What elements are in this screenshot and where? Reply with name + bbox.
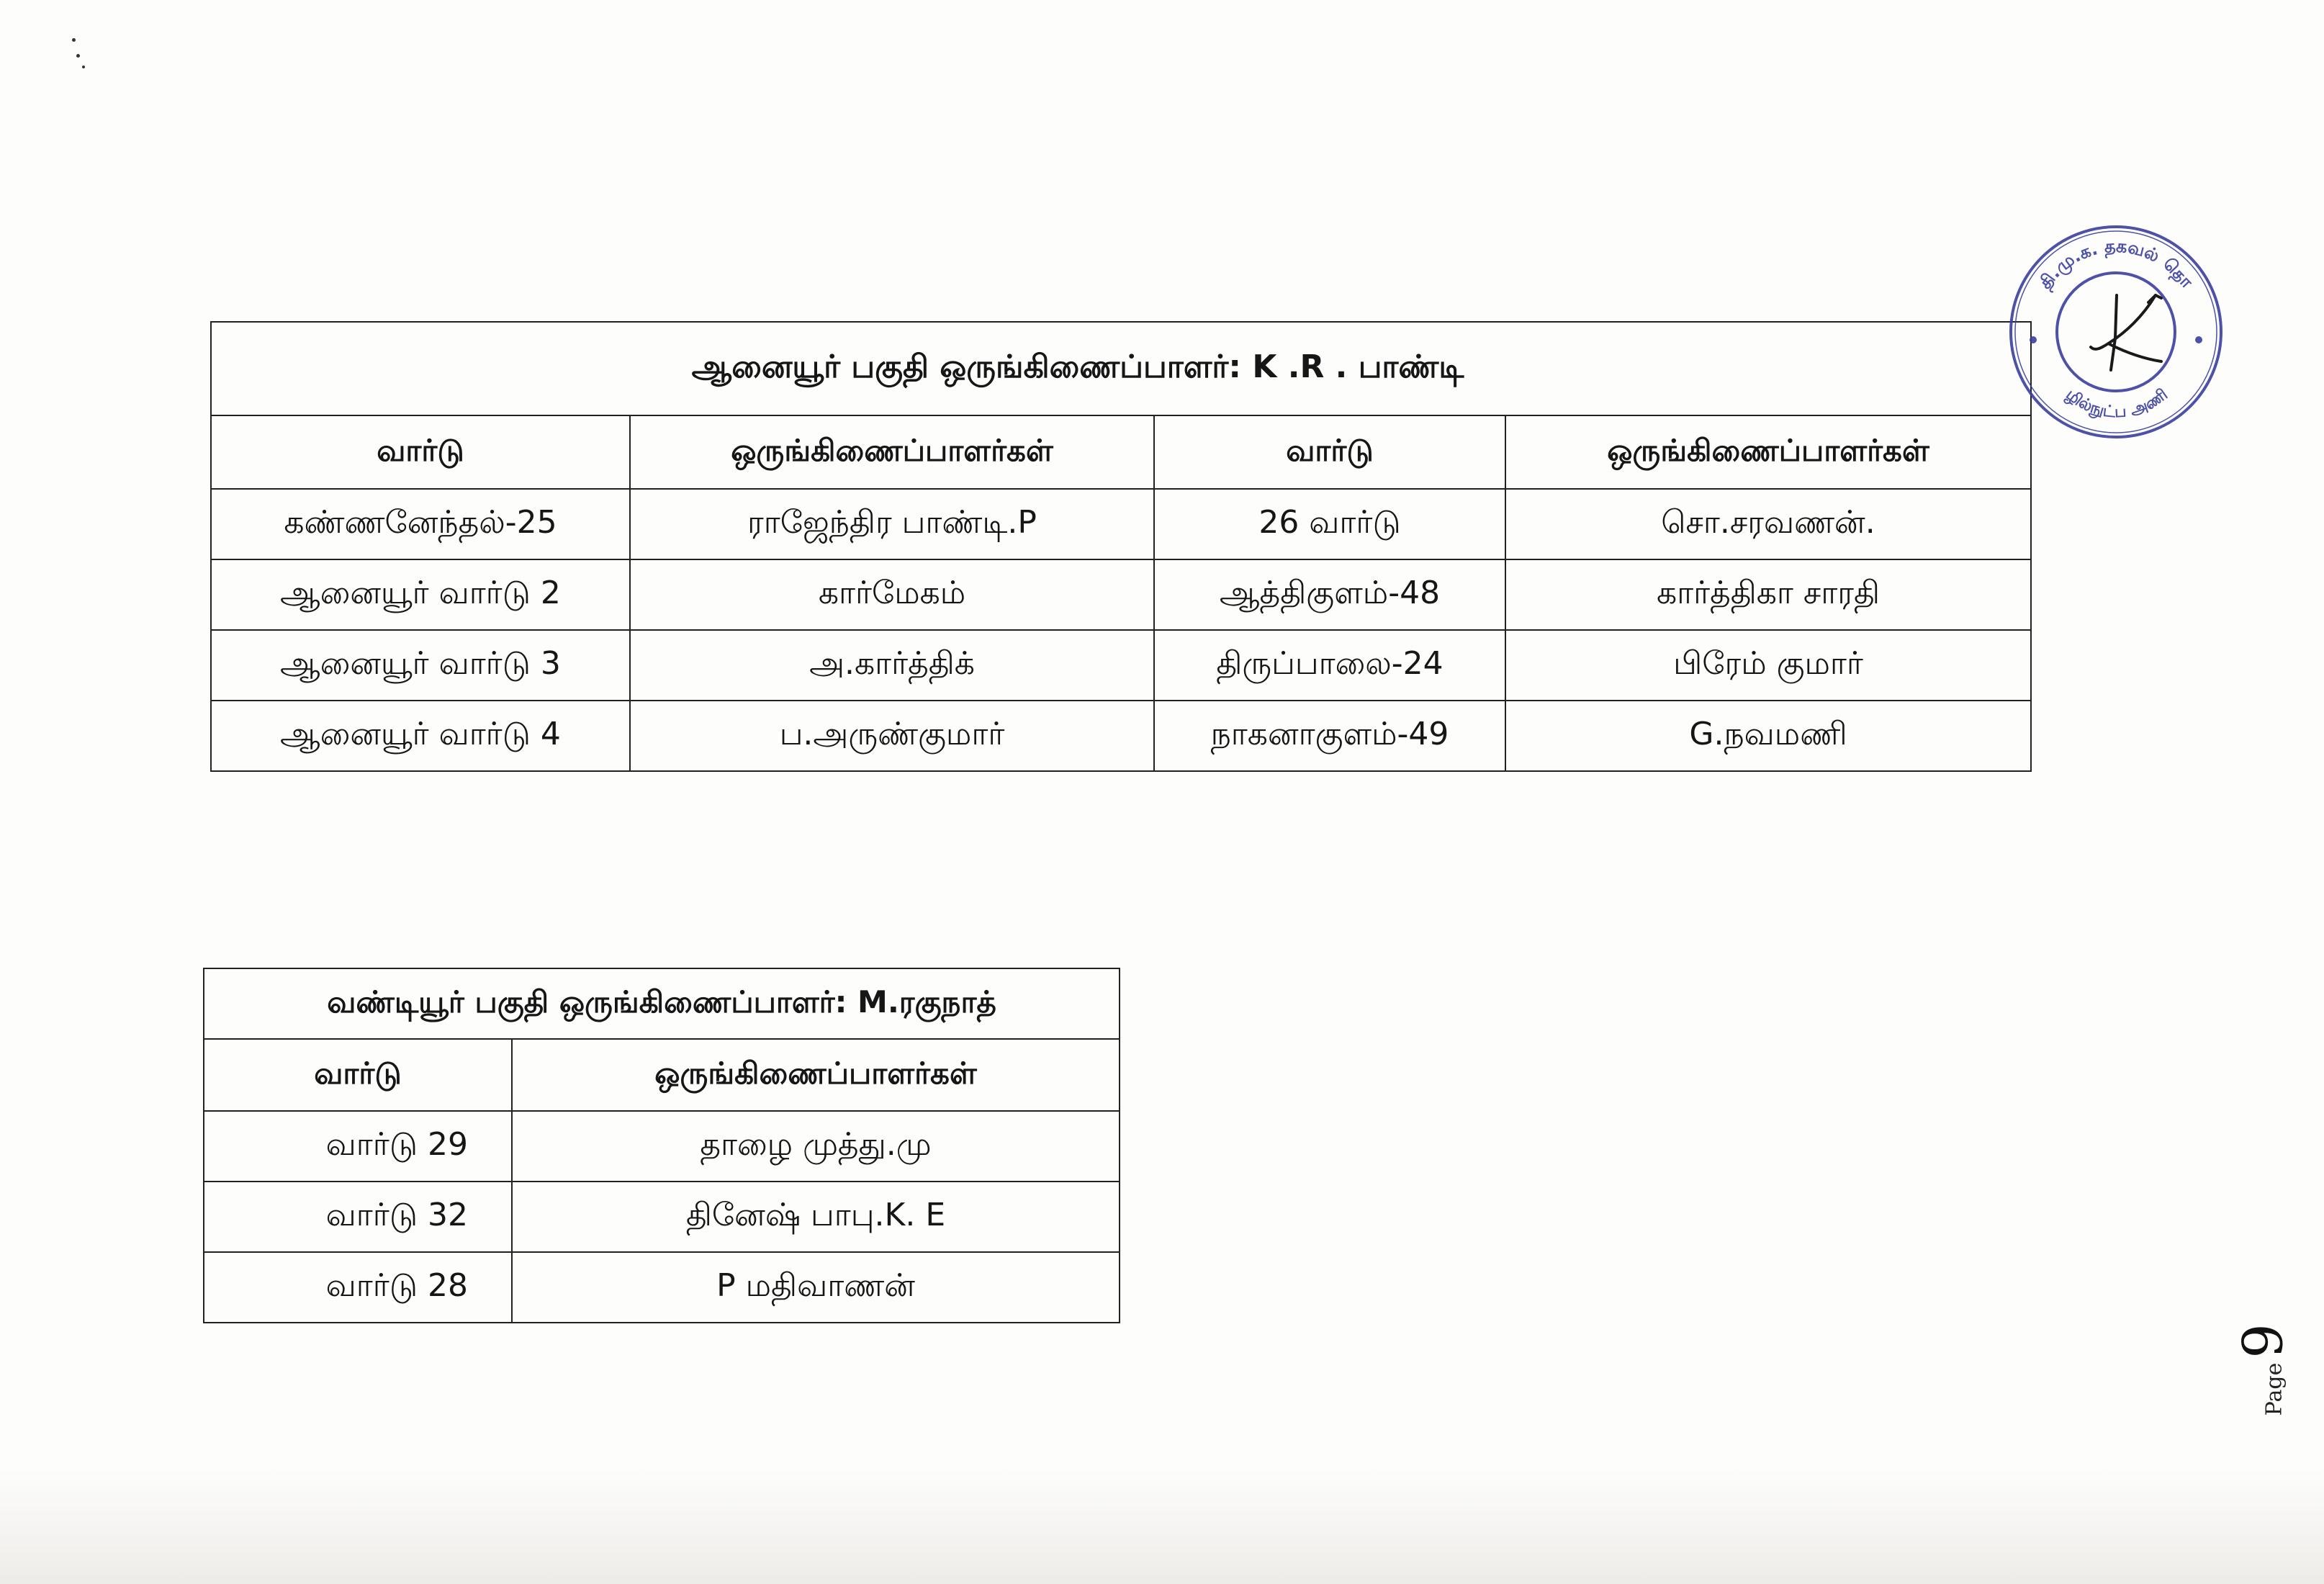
table-title: ஆனையூர் பகுதி ஒருங்கிணைப்பாளர்: K .R . பாண்டி — [211, 322, 2031, 415]
ward-cell: ஆத்திகுளம்-48 — [1154, 559, 1505, 630]
coordinator-cell: தினேஷ் பாபு.K. E — [512, 1182, 1120, 1252]
ward-cell: திருப்பாலை-24 — [1154, 630, 1505, 701]
signature-icon — [2091, 295, 2161, 370]
scan-shadow — [0, 1469, 2324, 1584]
column-header-coordinators: ஒருங்கிணைப்பாளர்கள் — [512, 1039, 1120, 1111]
coordinator-cell: பிரேம் குமார் — [1505, 630, 2031, 701]
table-row — [211, 489, 2031, 559]
column-header-ward: வார்டு — [204, 1039, 512, 1111]
coordinator-cell: P மதிவாணன் — [512, 1252, 1120, 1323]
ward-cell: 26 வார்டு — [1154, 489, 1505, 559]
page-label: Page — [2261, 1362, 2287, 1416]
column-header-ward: வார்டு — [1154, 415, 1505, 489]
table-row — [211, 630, 2031, 701]
page-number-value: 9 — [2230, 1323, 2295, 1359]
ward-cell: வார்டு 29 — [204, 1111, 512, 1182]
coordinator-cell: சொ.சரவணன். — [1505, 489, 2031, 559]
seal-top-text: தி.மு.க. தகவல் தொ — [2035, 235, 2197, 293]
page-number — [2230, 1323, 2295, 1416]
coordinator-cell: கார்மேகம் — [630, 559, 1154, 630]
anaiyur-coordinators-table — [210, 321, 2032, 772]
ward-cell: கண்ணனேந்தல்-25 — [211, 489, 630, 559]
table-title: வண்டியூர் பகுதி ஒருங்கிணைப்பாளர்: M.ரகுநாத் — [204, 968, 1120, 1039]
seal-bottom-text: ழில்நுட்ப அணி — [2062, 385, 2171, 422]
column-header-ward: வார்டு — [211, 415, 630, 489]
ward-cell: ஆனையூர் வார்டு 4 — [211, 701, 630, 771]
column-header-coordinators: ஒருங்கிணைப்பாளர்கள் — [1505, 415, 2031, 489]
ward-cell: ஆனையூர் வார்டு 3 — [211, 630, 630, 701]
ward-cell: நாகனாகுளம்-49 — [1154, 701, 1505, 771]
table-row — [204, 1182, 1120, 1252]
coordinator-cell: ராஜேந்திர பாண்டி.P — [630, 489, 1154, 559]
table-row — [211, 559, 2031, 630]
coordinator-cell: அ.கார்த்திக் — [630, 630, 1154, 701]
coordinator-cell: G.நவமணி — [1505, 701, 2031, 771]
table-row — [211, 701, 2031, 771]
ward-cell: வார்டு 32 — [204, 1182, 512, 1252]
table-row — [204, 1252, 1120, 1323]
table-row — [204, 1111, 1120, 1182]
ward-cell: வார்டு 28 — [204, 1252, 512, 1323]
coordinator-cell: ப.அருண்குமார் — [630, 701, 1154, 771]
column-header-coordinators: ஒருங்கிணைப்பாளர்கள் — [630, 415, 1154, 489]
coordinator-cell: தாழை முத்து.மு — [512, 1111, 1120, 1182]
official-seal-stamp — [2001, 217, 2230, 446]
vandiyur-coordinators-table — [203, 968, 1120, 1323]
ward-cell: ஆனையூர் வார்டு 2 — [211, 559, 630, 630]
coordinator-cell: கார்த்திகா சாரதி — [1505, 559, 2031, 630]
